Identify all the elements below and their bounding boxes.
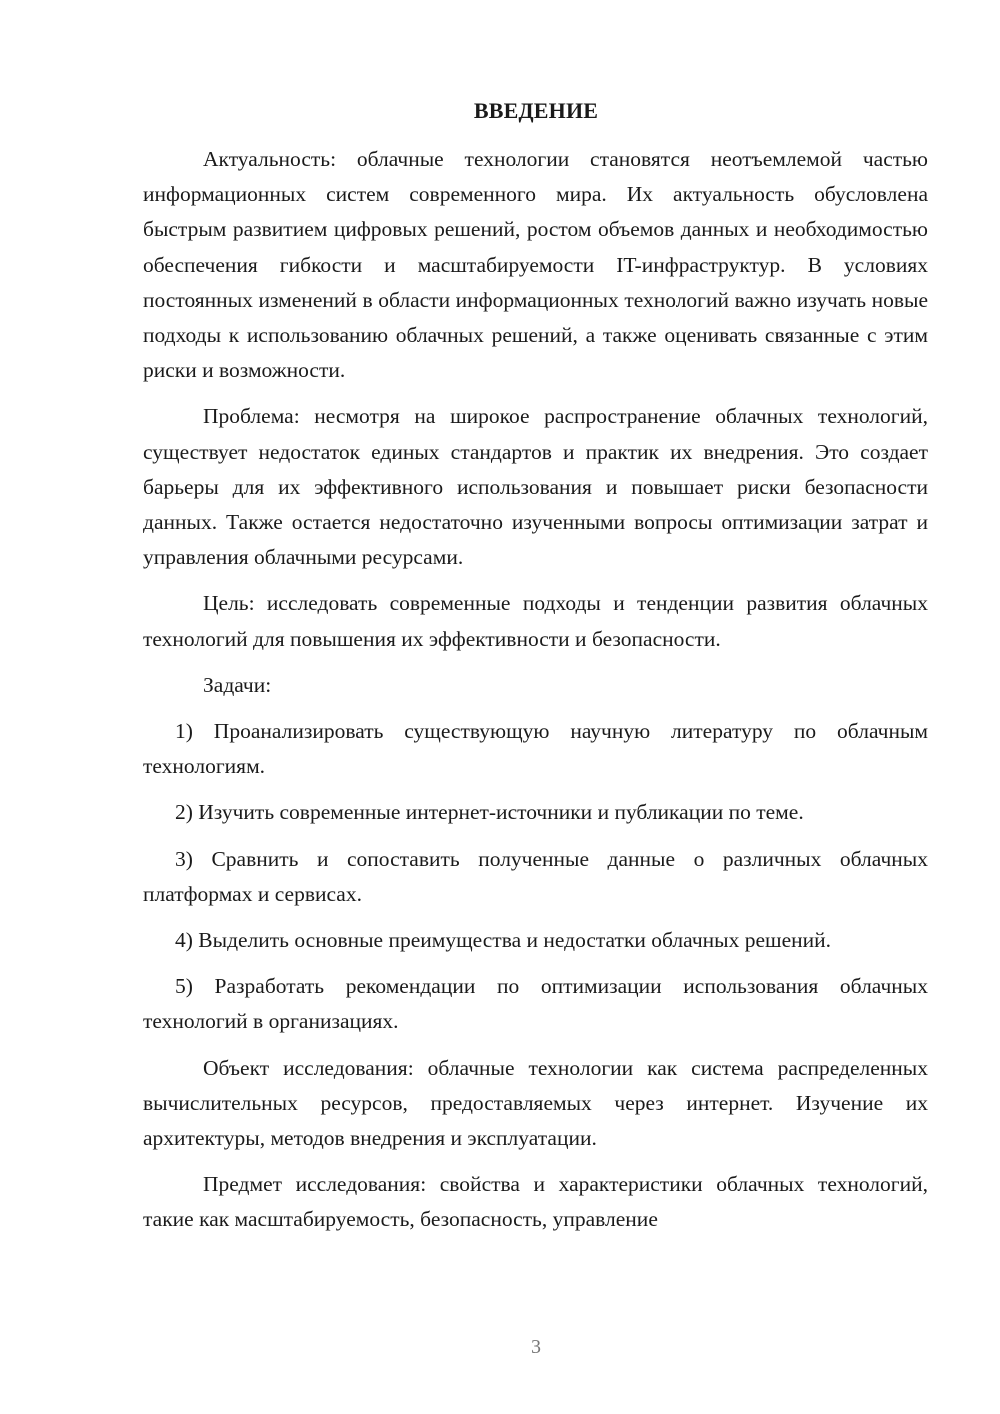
paragraph-object: Объект исследования: облачные технологии как система распределенных вычислительных ресурсов, предоставляемых через интернет. Изучение их архитектуры, методов внедрения и эксплуатации.: [143, 1055, 928, 1151]
page-number: 3: [531, 1336, 541, 1358]
paragraph-goal: Цель: исследовать современные подходы и тенденции развития облачных технологий для повышения их эффективности и безопасности.: [143, 591, 928, 651]
paragraph-problem: Проблема: несмотря на широкое распространение облачных технологий, существует недостаток единых стандартов и практик их внедрения. Это создает барьеры для их эффективного использования и повышает риски безопасности данных. Также остается недостаточно изученными вопросы оптимизации затрат и управления облачными ресурсами.: [143, 404, 928, 570]
paragraph-relevance: Актуальность: облачные технологии становятся неотъемлемой частью информационных систем современного мира. Их актуальность обусловлена быстрым развитием цифровых решений, ростом объемов данных и необходимостью обеспечения гибкости и масштабируемости IT-инфраструктур. В условиях постоянных изменений в области информационных технологий важно изучать новые подходы к использованию облачных решений, а также оценивать связанные с этим риски и возможности.: [143, 147, 928, 383]
task-item-1: 1) Проанализировать существующую научную литературу по облачным технологиям.: [143, 719, 928, 779]
task-item-4: 4) Выделить основные преимущества и недостатки облачных решений.: [175, 928, 832, 953]
page-title: ВВЕДЕНИЕ: [473, 98, 599, 123]
paragraph-subject: Предмет исследования: свойства и характеристики облачных технологий, такие как масштабируемость, безопасность, управление: [143, 1172, 928, 1232]
task-item-3: 3) Сравнить и сопоставить полученные данные о различных облачных платформах и сервисах.: [143, 846, 928, 906]
task-item-2: 2) Изучить современные интернет-источники и публикации по теме.: [175, 800, 804, 825]
tasks-heading: Задачи:: [203, 672, 272, 697]
task-item-5: 5) Разработать рекомендации по оптимизации использования облачных технологий в организациях.: [143, 974, 928, 1034]
document-body: [143, 142, 928, 1249]
